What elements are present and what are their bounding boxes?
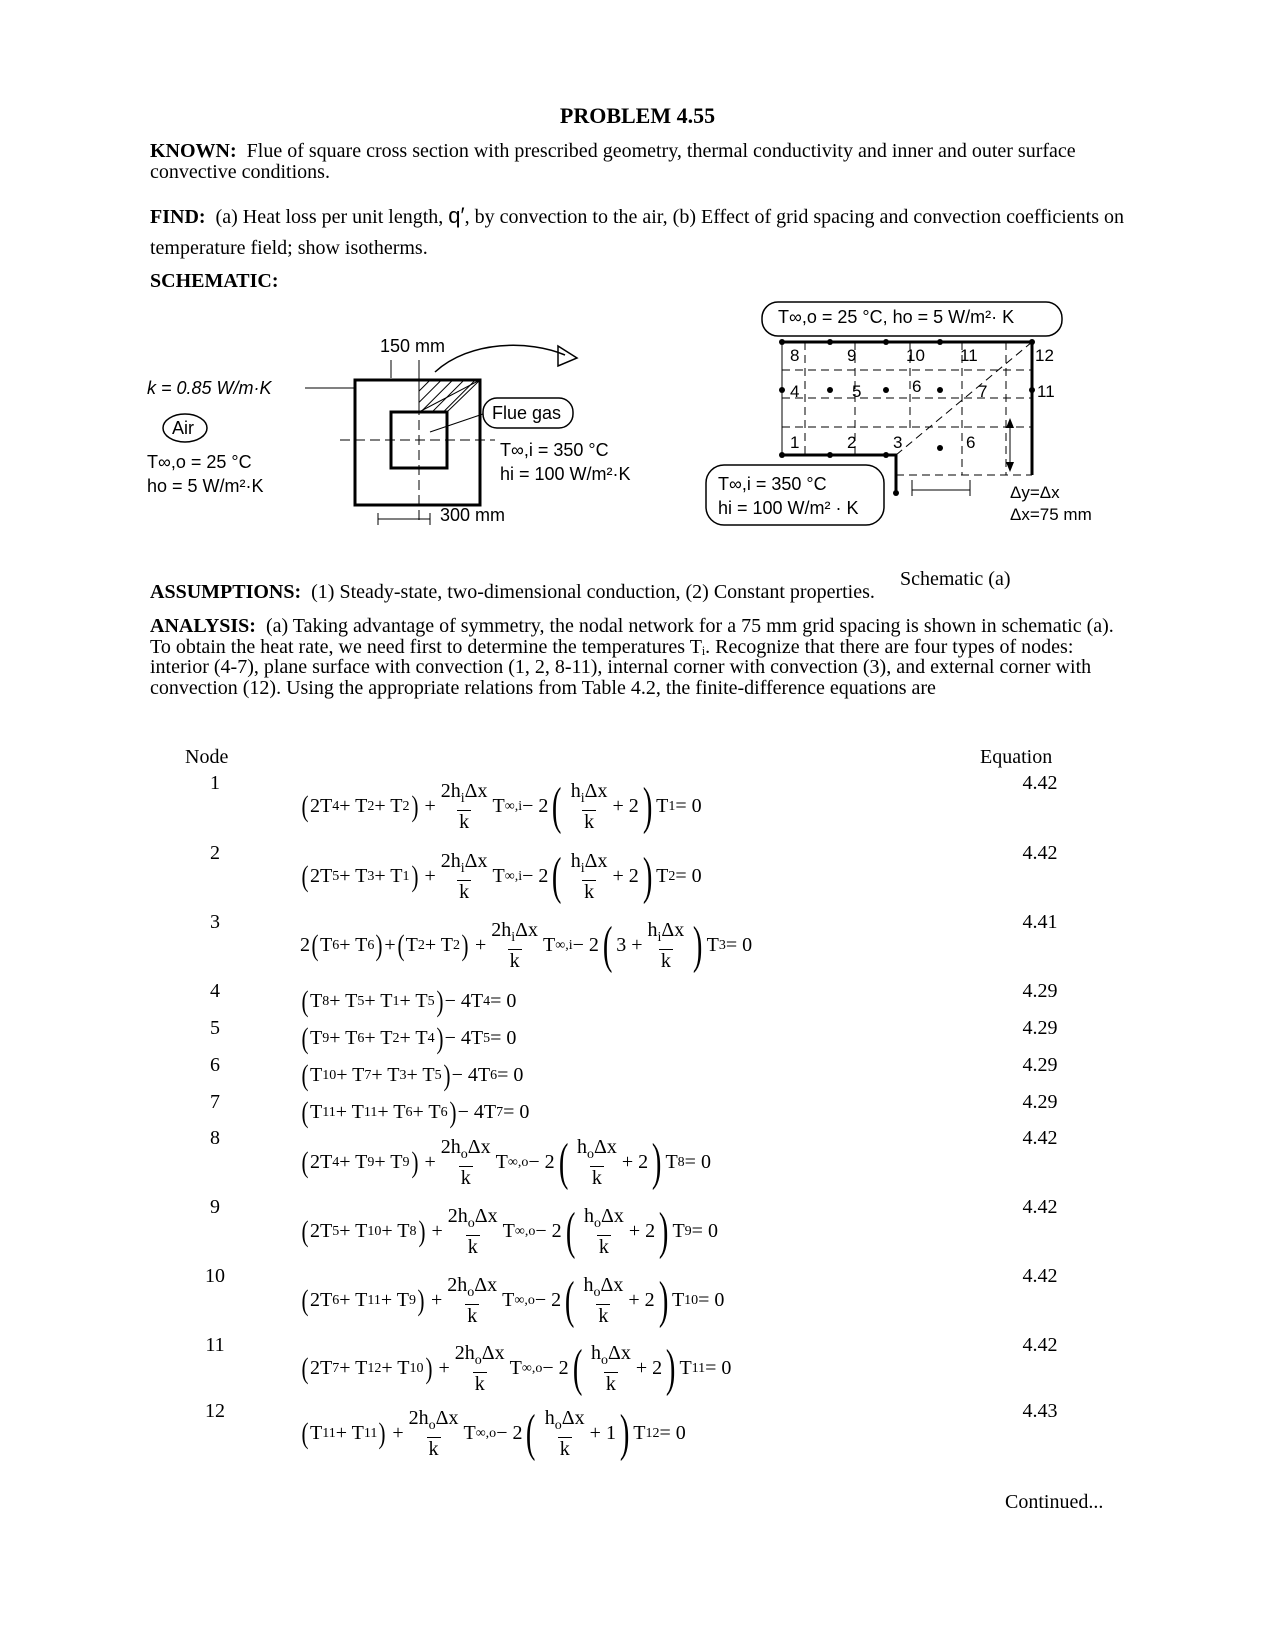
node-label: 9 [847, 346, 857, 365]
equation-ref: 4.29 [1022, 1091, 1058, 1113]
k-label: k = 0.85 W/m·K [147, 378, 272, 398]
node-number: 8 [210, 1127, 220, 1149]
assumptions-text: (1) Steady-state, two-dimensional conduction, (2) Constant properties. [311, 581, 875, 603]
find-label: FIND: [150, 206, 206, 228]
node-label: 7 [978, 382, 988, 401]
node-label: 8 [790, 346, 800, 365]
analysis-label: ANALYSIS: [150, 615, 256, 637]
node-label: 11 [1037, 382, 1055, 401]
equation-node-9: ( 2T 5 + T 10 + T 8 ) + $\frac{2h_o\Delta x}{k}$ T ∞,o − 2 ( $\frac{h_o\Delta x}{k}$ + 2 ) T 9 = 0 [301, 1202, 718, 1260]
col-header-node: Node [185, 746, 229, 768]
analysis-text: (a) Taking advantage of symmetry, the nodal network for a 75 mm grid spacing is shown in schematic (a). To obtain the heat rate, we need first to determine the temperatures Tᵢ. Recognize that there are four types of nodes: interior (4-7), plane surface with convection (1, 2, 8-11), internal corner with convection (3), and external corner with convection (12). Using the appropriate relations from Table 4.2, the finite-difference equations are [150, 615, 1114, 699]
node-number: 12 [205, 1400, 225, 1422]
node-number: 2 [210, 842, 220, 864]
dim-300mm: 300 mm [440, 505, 506, 525]
node-label: 4 [790, 382, 800, 401]
h-inner-label: hi = 100 W/m²·K [500, 464, 631, 484]
known-paragraph [150, 141, 1130, 183]
known-text: Flue of square cross section with prescribed geometry, thermal conductivity and inner and outer surface convective conditions. [150, 140, 1076, 183]
t-outer-label: T∞,o = 25 °C [147, 452, 252, 472]
h-outer-label: ho = 5 W/m²·K [147, 476, 264, 496]
flue-gas-label: Flue gas [492, 403, 562, 423]
equation-node-2: ( 2T 5 + T 3 + T 1 ) + $\frac{2h_i\Delta x}{k}$ T ∞,i − 2 ( $\frac{h_i\Delta x}{k}$ + 2 ) T 2 = 0 [301, 847, 702, 905]
find-symbol: q′ [448, 203, 465, 228]
flue-cross-section-diagram [140, 330, 700, 550]
equation-ref: 4.43 [1022, 1400, 1058, 1422]
node-label: 2 [847, 433, 857, 452]
node-label: 11 [960, 346, 978, 365]
dim-150mm: 150 mm [380, 336, 446, 356]
dy-label: Δy=Δx [1010, 483, 1060, 502]
node-number: 5 [210, 1017, 220, 1039]
equation-ref: 4.29 [1022, 1054, 1058, 1076]
air-label: Air [172, 418, 194, 438]
known-label: KNOWN: [150, 140, 237, 162]
analysis-paragraph [150, 616, 1130, 698]
equation-ref: 4.42 [1022, 1196, 1058, 1218]
node-label: 1 [790, 433, 800, 452]
col-header-equation: Equation [980, 746, 1053, 768]
node-number: 1 [210, 772, 220, 794]
continued-label: Continued... [1005, 1491, 1104, 1513]
equation-ref: 4.42 [1022, 1265, 1058, 1287]
equation-node-6: ( T 10 + T 7 + T 3 + T 5 ) − 4T 6 = 0 [301, 1058, 524, 1092]
equation-node-7: ( T 11 + T 11 + T 6 + T 6 ) − 4T 7 = 0 [301, 1095, 530, 1129]
node-label: 5 [852, 382, 862, 401]
equation-node-10: ( 2T 6 + T 11 + T 9 ) + $\frac{2h_o\Delta x}{k}$ T ∞,o − 2 ( $\frac{h_o\Delta x}{k}$ + 2 ) T 10 = 0 [301, 1271, 725, 1329]
equation-node-12: ( T 11 + T 11 ) + $\frac{2h_o\Delta x}{k}$ T ∞,o − 2 ( $\frac{h_o\Delta x}{k}$ + 1 ) T 12 = 0 [301, 1404, 686, 1462]
t-inner-label: T∞,i = 350 °C [500, 440, 609, 460]
bottom-boundary-temp: T∞,i = 350 °C [718, 474, 827, 494]
node-label: 12 [1035, 346, 1054, 365]
equation-node-1: ( 2T 4 + T 2 + T 2 ) + $\frac{2h_i\Delta x}{k}$ T ∞,i − 2 ( $\frac{h_i\Delta x}{k}$ + 2 ) T 1 = 0 [301, 777, 702, 835]
node-label: 10 [906, 346, 925, 365]
equation-ref: 4.42 [1022, 1127, 1058, 1149]
equation-node-5: ( T 9 + T 6 + T 2 + T 4 ) − 4T 5 = 0 [301, 1021, 517, 1055]
find-text-b: , by convection to the air, (b) Effect of grid spacing and convection coefficients on temperature field; show isotherms. [150, 206, 1124, 259]
equation-ref: 4.29 [1022, 1017, 1058, 1039]
node-label: 3 [893, 433, 903, 452]
page-title: PROBLEM 4.55 [559, 103, 716, 128]
equation-ref: 4.42 [1022, 772, 1058, 794]
schematic-label-row [150, 271, 1130, 292]
node-number: 4 [210, 980, 220, 1002]
find-text-a: (a) Heat loss per unit length, [215, 206, 444, 228]
equation-ref: 4.42 [1022, 1334, 1058, 1356]
find-paragraph [150, 200, 1130, 264]
equation-node-4: ( T 8 + T 5 + T 1 + T 5 ) − 4T 4 = 0 [301, 984, 517, 1018]
dx-label: Δx=75 mm [1010, 505, 1092, 524]
equation-ref: 4.29 [1022, 980, 1058, 1002]
assumptions-paragraph [150, 582, 1130, 603]
node-number: 6 [210, 1054, 220, 1076]
equation-ref: 4.41 [1022, 911, 1058, 933]
schematic-caption: Schematic (a) [900, 568, 1011, 590]
node-number: 11 [205, 1334, 225, 1356]
node-number: 9 [210, 1196, 220, 1218]
equation-node-8: ( 2T 4 + T 9 + T 9 ) + $\frac{2h_o\Delta x}{k}$ T ∞,o − 2 ( $\frac{h_o\Delta x}{k}$ + 2 ) T 8 = 0 [301, 1133, 711, 1191]
equation-node-3: 2 ( T 6 + T 6 ) + ( T 2 + T 2 ) + $\frac{2h_i\Delta x}{k}$ T ∞,i − 2 ( 3 + $\frac{h_i\Delta x}{k}$ ) T 3 = 0 [300, 916, 753, 974]
equation-ref: 4.42 [1022, 842, 1058, 864]
node-label: 6 [912, 377, 922, 396]
node-label: 6 [966, 433, 976, 452]
equation-node-11: ( 2T 7 + T 12 + T 10 ) + $\frac{2h_o\Delta x}{k}$ T ∞,o − 2 ( $\frac{h_o\Delta x}{k}$ + 2 ) T 11 = 0 [301, 1339, 732, 1397]
assumptions-label: ASSUMPTIONS: [150, 581, 302, 603]
node-number: 7 [210, 1091, 220, 1113]
bottom-boundary-h: hi = 100 W/m² · K [718, 498, 859, 518]
schematic-label: SCHEMATIC: [150, 270, 279, 292]
node-number: 10 [205, 1265, 225, 1287]
node-number: 3 [210, 911, 220, 933]
top-boundary-condition: T∞,o = 25 °C, ho = 5 W/m²· K [778, 307, 1015, 327]
